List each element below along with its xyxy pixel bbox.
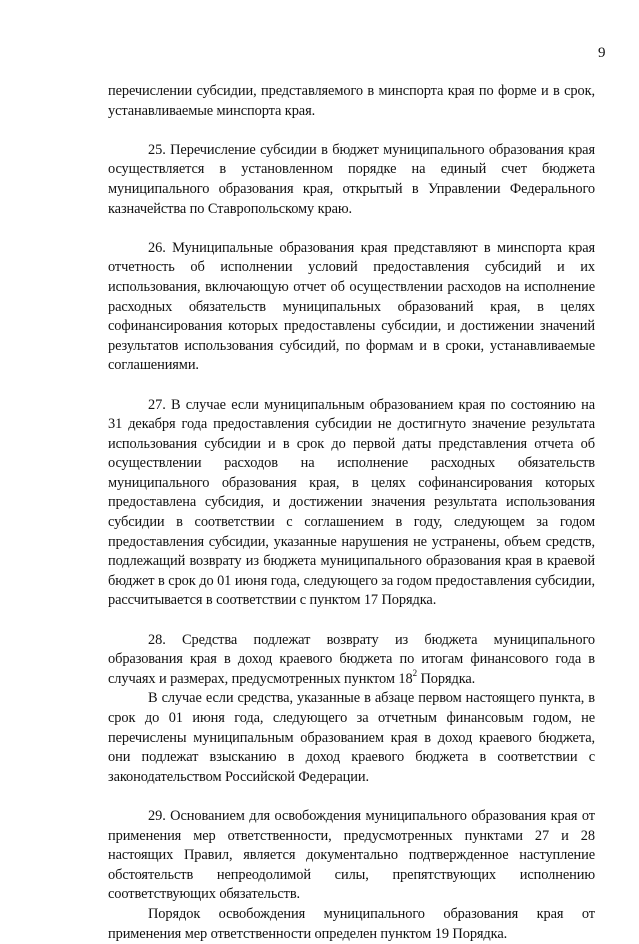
paragraph-gap bbox=[108, 787, 595, 807]
paragraph-26: 26. Муниципальные образования края представляют в минспорта края отчетность об исполнении условий предоставления субсидий и их использования, включающую отчет об осуществлении расходов на исполнение расходных обязательств муниципальных образований края, в целях софинансирования которых предоставлены субсидии, и достижении значений результатов использования субсидий, по формам и в сроки, устанавливаемые соглашениями. bbox=[108, 239, 595, 374]
paragraph-gap bbox=[108, 121, 595, 141]
footnote-superscript: 2 bbox=[412, 668, 417, 679]
paragraph-28-tail: Порядка. bbox=[416, 670, 476, 687]
paragraph-29-second: Порядок освобождения муниципального образования края от применения мер ответственности определен пунктом 19 Порядка. bbox=[108, 905, 595, 942]
paragraph-28-text: 28. Средства подлежат возврату из бюджета муниципального образования края в доход краевого бюджета по итогам финансового года в случаях и размерах, предусмотренных пунктом 18 bbox=[108, 631, 595, 687]
page-number: 9 bbox=[598, 45, 606, 61]
paragraph-27: 27. В случае если муниципальным образованием края по состоянию на 31 декабря года предоставления субсидии не достигнуто значение результата использования субсидии и в срок до первой даты представления отчета об осуществлении расходов на исполнение расходных обязательств муниципального образования края, в целях софинансирования которых предоставлена субсидия, и достижении значения результата использования субсидии в соответствии с соглашением в году, следующем за годом предоставления субсидии, указанные нарушения не устранены, объем средств, подлежащий возврату из бюджета муниципального образования края в краевой бюджет в срок до 01 июня года, следующего за годом предоставления субсидии, рассчитывается в соответствии с пунктом 17 Порядка. bbox=[108, 396, 595, 609]
paragraph-25: 25. Перечисление субсидии в бюджет муниципального образования края осуществляется в установленном порядке на единый счет бюджета муниципального образования края, открытый в Управлении Федерального казначейства по Ставропольскому краю. bbox=[108, 141, 595, 217]
paragraph-29-first: 29. Основанием для освобождения муниципального образования края от применения мер ответственности, предусмотренных пунктами 27 и 28 настоящих Правил, является документально подтвержденное наступление обстоятельств непреодолимой силы, препятствующих исполнению соответствующих обязательств. bbox=[108, 807, 595, 903]
paragraph-28-second: В случае если средства, указанные в абзаце первом настоящего пункта, в срок до 01 июня года, следующего за отчетным финансовым годом, не перечислены муниципальным образованием края в доход краевого бюджета, они подлежат взысканию в доход краевого бюджета в соответствии с законодательством Российской Федерации. bbox=[108, 690, 595, 785]
paragraph-continuation: перечислении субсидии, представляемого в минспорта края по форме и в срок, устанавливаемые минспорта края. bbox=[108, 83, 595, 119]
paragraph-gap bbox=[108, 219, 595, 239]
paragraph-28-first bbox=[108, 631, 595, 690]
paragraph-gap bbox=[108, 611, 595, 631]
paragraph-gap bbox=[108, 376, 595, 396]
document-body bbox=[108, 82, 595, 944]
